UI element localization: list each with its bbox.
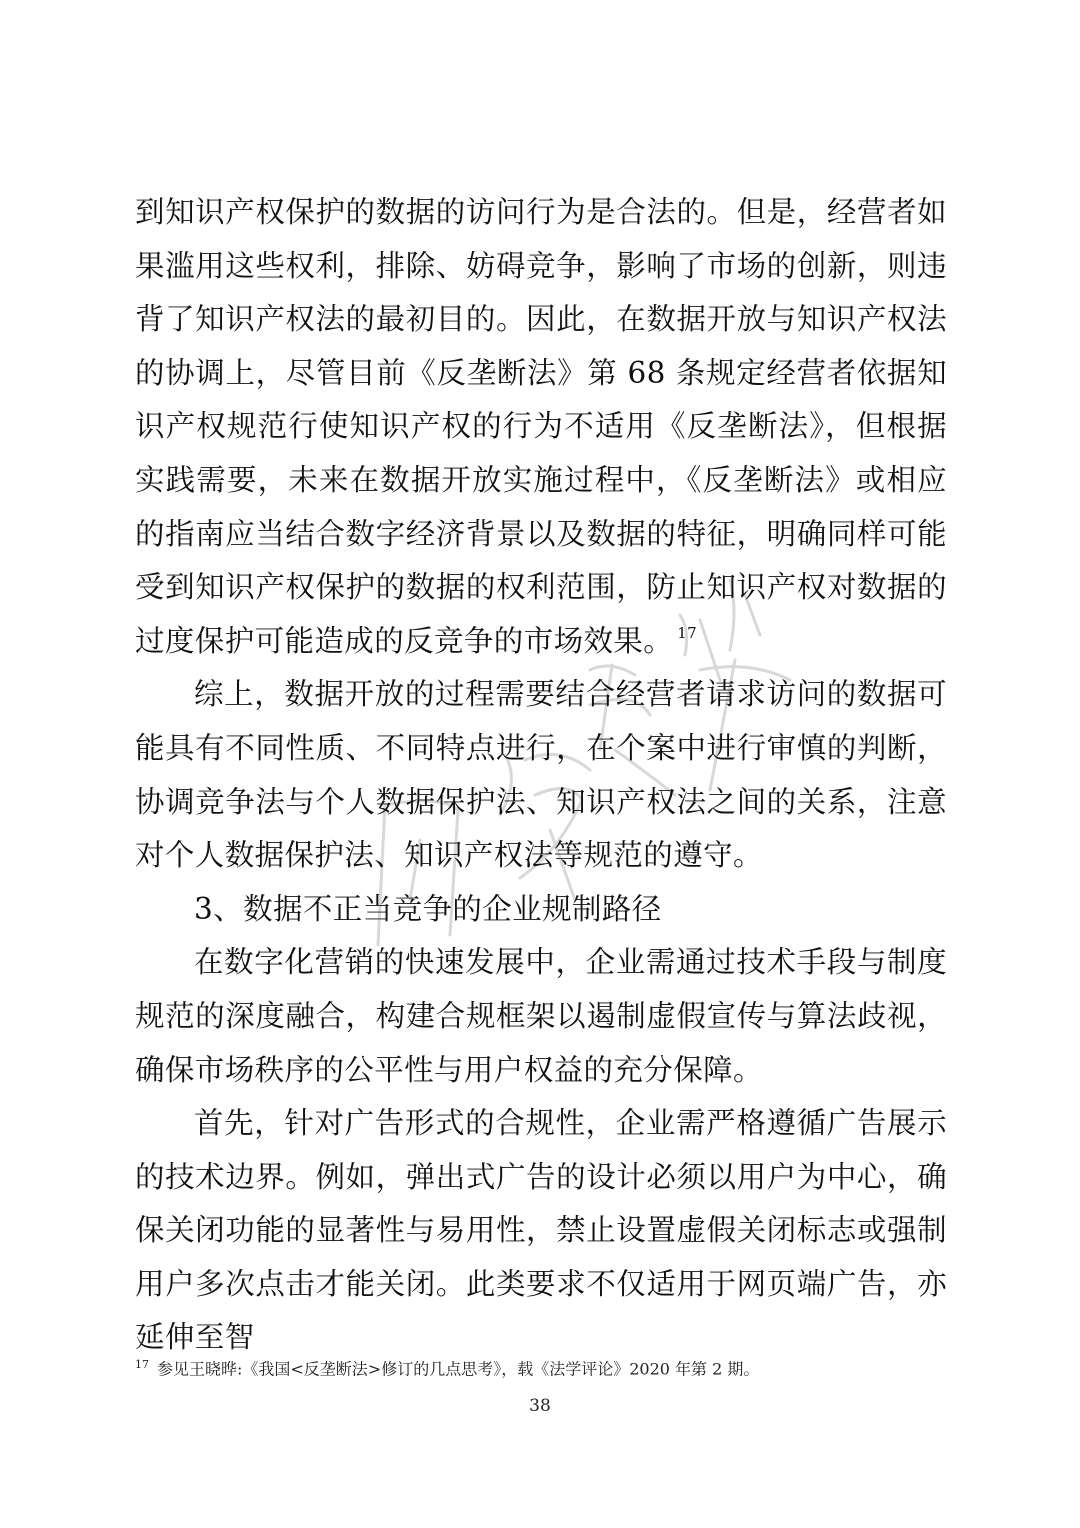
paragraph-1-text: 到知识产权保护的数据的访问行为是合法的。但是，经营者如果滥用这些权利，排除、妨碍竞争，影响了市场的创新，则违背了知识产权法的最初目的。因此，在数据开放与知识产权法的协调上，尽管目前《反垄断法》第 68 条规定经营者依据知识产权规范行使知识产权的行为不适用《反垄断法》，但根据实践需要，未来在数据开放实施过程中，《反垄断法》或相应的指南应当结合数字经济背景以及数据的特征，明确同样可能受到知识产权保护的数据的权利范围，防止知识产权对数据的过度保护可能造成的反竞争的市场效果。 [135, 195, 947, 658]
section-heading: 3、数据不正当竞争的企业规制路径 [194, 891, 662, 926]
footnote-mark: 17 [135, 1358, 149, 1371]
paragraph-3: 在数字化营销的快速发展中，企业需通过技术手段与制度规范的深度融合，构建合规框架以遏制虚假宣传与算法歧视，确保市场秩序的公平性与用户权益的充分保障。 [135, 945, 947, 1087]
paragraph-4: 首先，针对广告形式的合规性，企业需严格遵循广告展示的技术边界。例如，弹出式广告的设计必须以用户为中心，确保关闭功能的显著性与易用性，禁止设置虚假关闭标志或强制用户多次点击才能关闭。此类要求不仅适用于网页端广告，亦延伸至智 [135, 1106, 947, 1355]
paragraph-1 [135, 186, 947, 668]
footnote [135, 1354, 947, 1380]
footnote-text: 参见王晓晔:《我国<反垄断法>修订的几点思考》，载《法学评论》2020 年第 2 期。 [157, 1359, 760, 1379]
body-text [135, 186, 947, 1365]
page-number: 38 [529, 1396, 551, 1416]
footnote-reference[interactable]: 17 [677, 623, 698, 642]
paragraph-2: 综上，数据开放的过程需要结合经营者请求访问的数据可能具有不同性质、不同特点进行，在个案中进行审慎的判断，协调竞争法与个人数据保护法、知识产权法之间的关系，注意对个人数据保护法、知识产权法等规范的遵守。 [135, 677, 947, 873]
